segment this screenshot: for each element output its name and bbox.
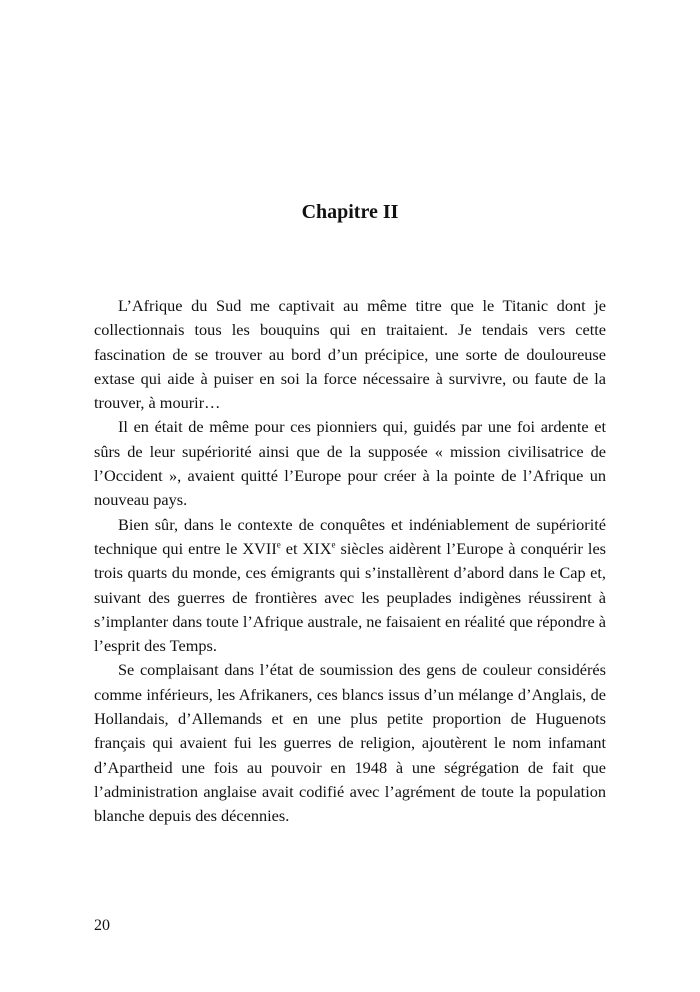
century-xvii: XVII <box>242 538 277 558</box>
paragraph-3-text-start: Bien sûr, dans le contexte de conquêtes et indéniablement de supériorité technique qui entre le <box>94 514 606 558</box>
ordinal-suffix: e <box>331 539 336 550</box>
paragraph-2: Il en était de même pour ces pionniers qui, guidés par une foi ardente et sûrs de leur supériorité ainsi que de la supposée « mission civilisatrice de l’Occident », avaient quitté l’Europe pour créer à la pointe de l’Afrique un nouveau pays. <box>94 417 606 510</box>
century-xix: XIX <box>302 538 332 558</box>
chapter-title: Chapitre II <box>301 201 399 223</box>
paragraph-1: L’Afrique du Sud me captivait au même titre que le Titanic dont je collectionnais tous les bouquins qui en traitaient. Je tendais vers cette fascination de se trouver au bord d’un précipice, une sorte de douloureuse extase qui aide à puiser en soi la force nécessaire à survivre, ou faute de la trouver, à mourir… <box>94 296 606 413</box>
ordinal-suffix: e <box>276 539 281 550</box>
paragraph-3-text-end: siècles aidèrent l’Europe à conquérir les trois quarts du monde, ces émigrants qui s’installèrent d’abord dans le Cap et, suivant des guerres de frontières avec les peuplades indigènes réussirent à s’implanter dans toute l’Afrique australe, ne faisaient en réalité que répondre à l’esprit des Temps. <box>94 538 607 656</box>
body-text <box>94 294 606 829</box>
paragraph-3 <box>94 513 606 659</box>
paragraph-4: Se complaisant dans l’état de soumission des gens de couleur considérés comme inférieurs, les Afrikaners, ces blancs issus d’un mélange d’Anglais, de Hollandais, d’Allemands et en une plus petite proportion de Huguenots français qui avaient fui les guerres de religion, ajoutèrent le nom infamant d’Apartheid une fois au pouvoir en 1948 à une ségrégation de fait que l’administration anglaise avait codifié avec l’agrément de toute la population blanche depuis des décennies. <box>94 660 606 826</box>
paragraph-3-text-middle: et <box>280 538 303 558</box>
page-number: 20 <box>94 917 110 934</box>
